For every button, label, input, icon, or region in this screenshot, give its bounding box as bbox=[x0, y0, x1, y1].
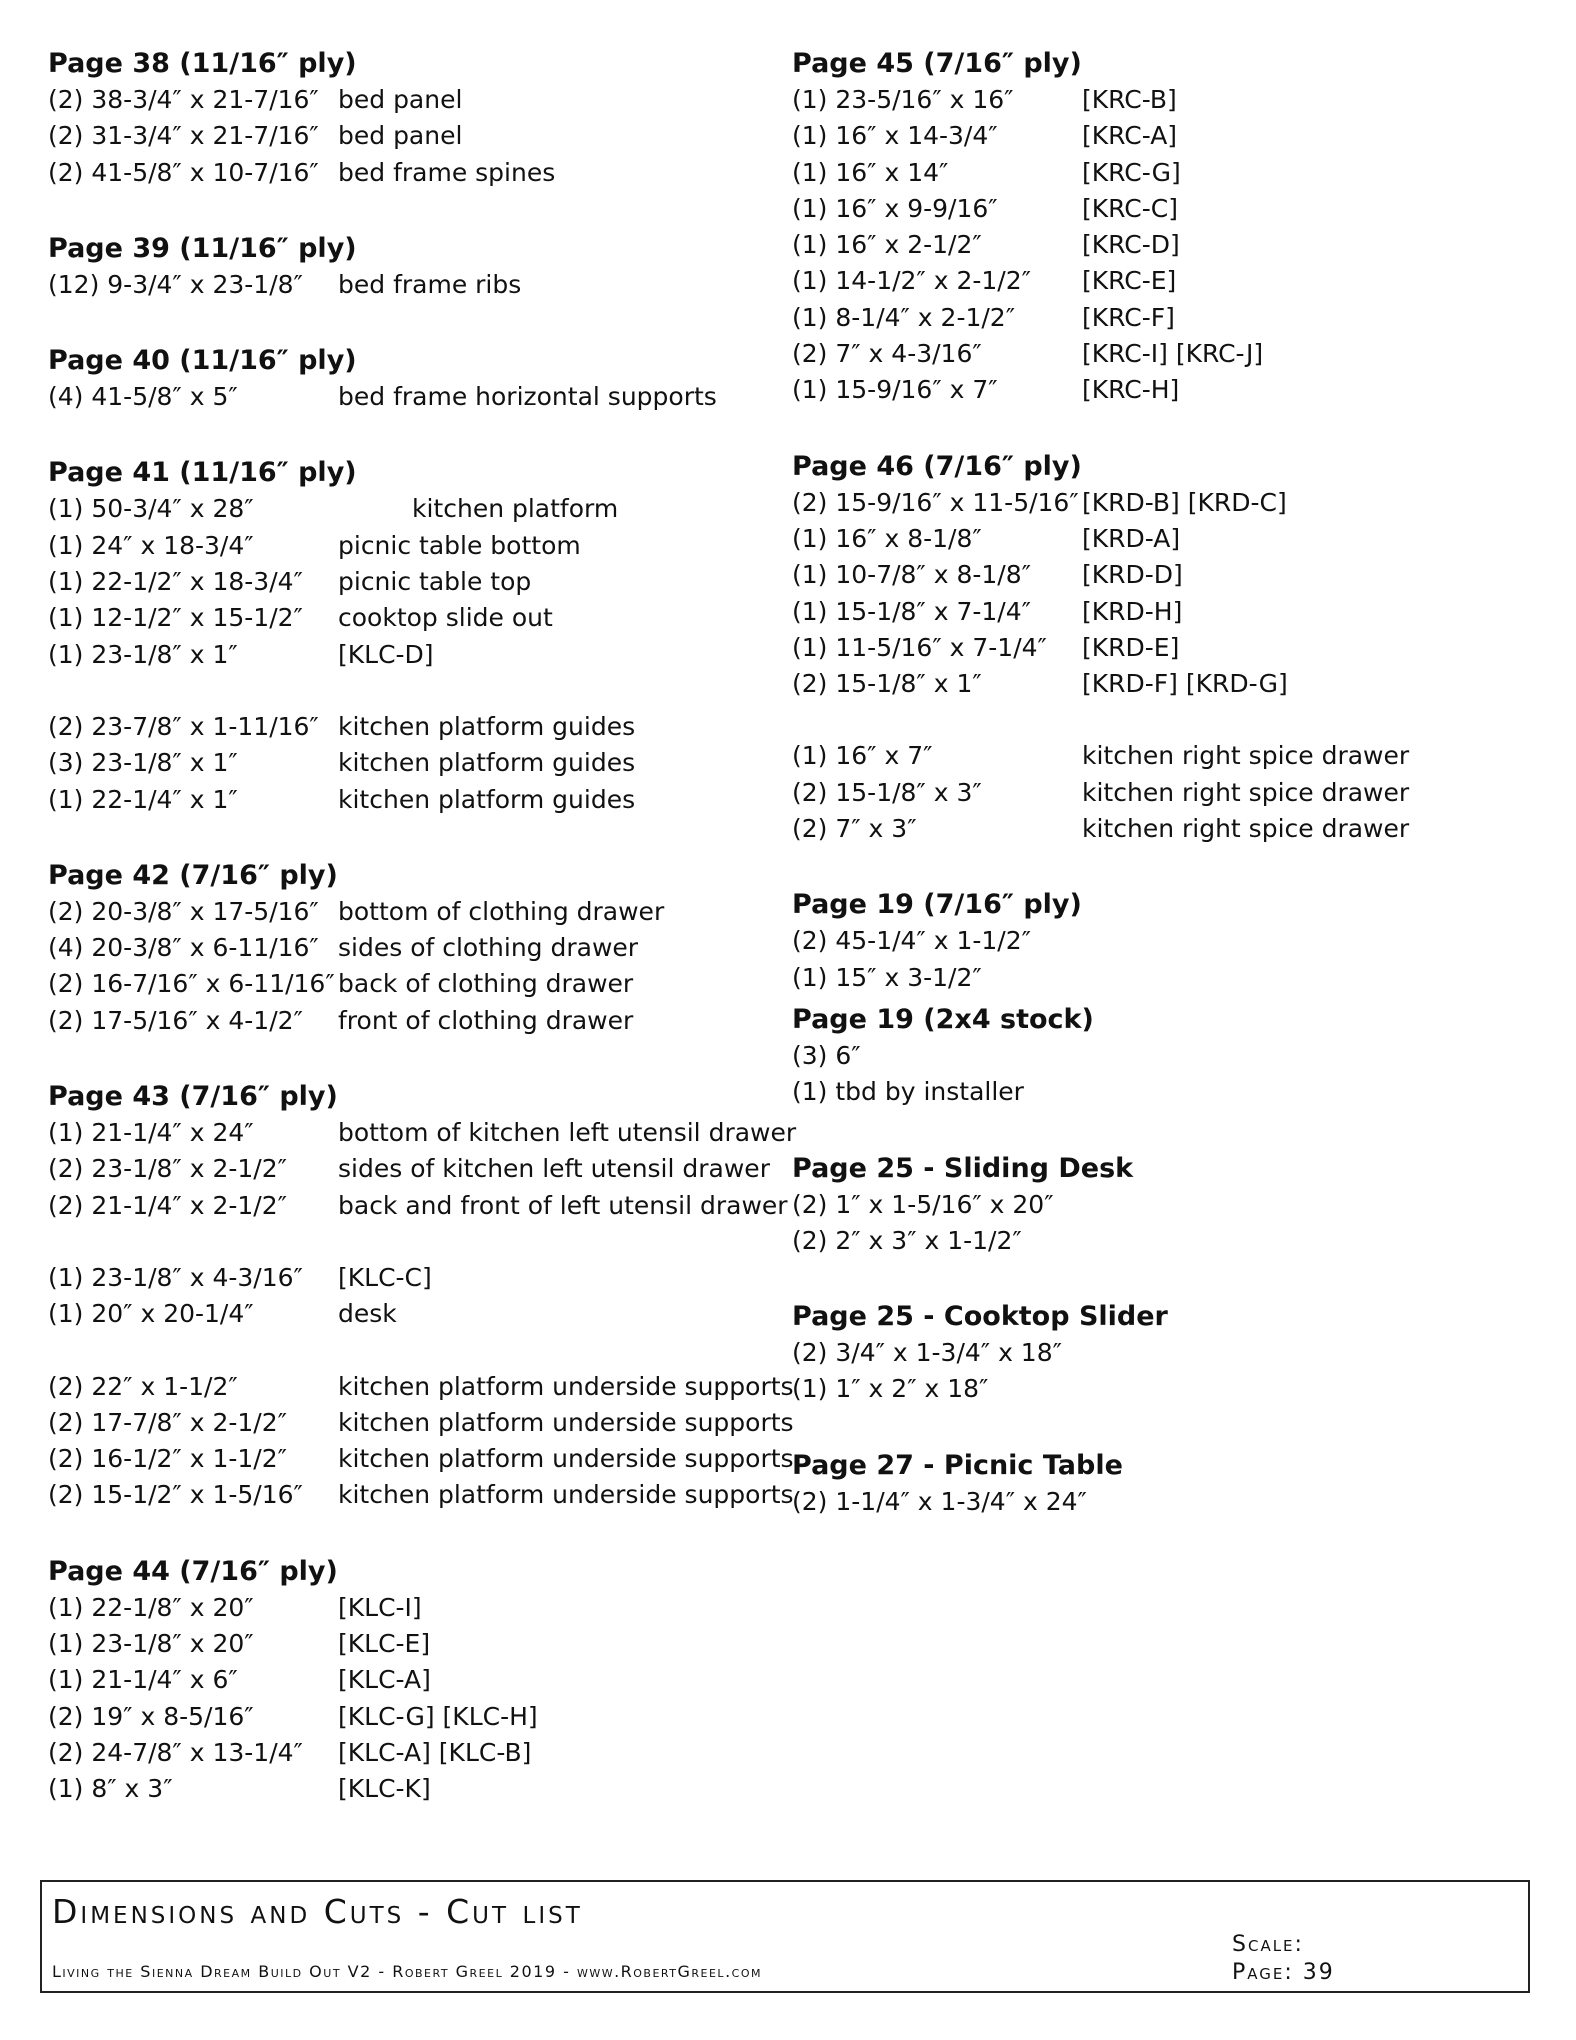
cut-row bbox=[48, 267, 788, 303]
cut-description: bottom of clothing drawer bbox=[338, 896, 665, 926]
cut-row bbox=[48, 637, 788, 673]
cut-row bbox=[792, 336, 1532, 372]
cut-row bbox=[48, 528, 788, 564]
cut-description: [KRC-G] bbox=[1082, 157, 1181, 187]
cut-description: [KLC-I] bbox=[338, 1592, 422, 1622]
cut-row bbox=[48, 1188, 788, 1224]
cut-row bbox=[48, 1003, 788, 1039]
cut-description: [KRC-F] bbox=[1082, 302, 1175, 332]
cut-description: [KLC-K] bbox=[338, 1774, 431, 1804]
cut-dimensions: (1) 16″ x 14-3/4″ bbox=[792, 121, 998, 151]
cut-description: bed frame spines bbox=[338, 157, 556, 187]
title-block bbox=[40, 1880, 1530, 1993]
cut-dimensions: (2) 15-9/16″ x 11-5/16″ bbox=[792, 487, 1079, 517]
group-spacer bbox=[48, 1224, 788, 1260]
cut-row bbox=[48, 491, 788, 527]
group-spacer bbox=[792, 702, 1532, 738]
cut-row bbox=[792, 557, 1532, 593]
cut-row bbox=[48, 600, 788, 636]
cut-section bbox=[48, 231, 788, 303]
cut-dimensions: (2) 19″ x 8-5/16″ bbox=[48, 1701, 254, 1731]
section-spacer bbox=[48, 415, 788, 455]
cut-row bbox=[792, 1223, 1532, 1259]
cut-description: picnic table top bbox=[338, 567, 532, 597]
cut-row bbox=[48, 1441, 794, 1477]
cut-description: desk bbox=[338, 1299, 397, 1329]
cut-row bbox=[48, 894, 788, 930]
cut-description: bed panel bbox=[338, 121, 463, 151]
cut-row bbox=[48, 709, 788, 745]
section-heading: Page 25 - Cooktop Slider bbox=[792, 1301, 1168, 1333]
section-spacer bbox=[48, 818, 788, 858]
cut-dimensions: (2) 31-3/4″ x 21-7/16″ bbox=[48, 121, 319, 151]
cut-row bbox=[48, 1662, 788, 1698]
cut-description: kitchen platform bbox=[412, 494, 619, 524]
cut-row bbox=[48, 1115, 797, 1151]
cut-dimensions: (1) 8″ x 3″ bbox=[48, 1774, 173, 1804]
cut-dimensions: (1) 24″ x 18-3/4″ bbox=[48, 530, 254, 560]
cut-dimensions: (1) 21-1/4″ x 24″ bbox=[48, 1118, 254, 1148]
cut-dimensions: (2) 15-1/8″ x 3″ bbox=[792, 777, 982, 807]
cut-row bbox=[48, 379, 788, 415]
cut-row bbox=[792, 82, 1532, 118]
cut-row bbox=[48, 1626, 788, 1662]
cut-section bbox=[792, 449, 1532, 848]
section-spacer bbox=[48, 1039, 788, 1079]
section-heading: Page 43 (7/16″ ply) bbox=[48, 1081, 338, 1113]
cut-section bbox=[792, 1299, 1532, 1408]
cut-dimensions: (2) 23-7/8″ x 1-11/16″ bbox=[48, 711, 319, 741]
cut-dimensions: (2) 41-5/8″ x 10-7/16″ bbox=[48, 157, 319, 187]
right-column bbox=[792, 46, 1532, 1520]
cut-dimensions: (2) 1″ x 1-5/16″ x 20″ bbox=[792, 1189, 1054, 1219]
section-heading: Page 40 (11/16″ ply) bbox=[48, 345, 357, 377]
cut-row bbox=[792, 191, 1532, 227]
section-spacer bbox=[792, 1259, 1532, 1299]
cut-row bbox=[48, 1735, 788, 1771]
section-heading: Page 25 - Sliding Desk bbox=[792, 1152, 1134, 1184]
cut-description: bed frame ribs bbox=[338, 269, 522, 299]
cut-row bbox=[792, 227, 1532, 263]
cut-row bbox=[48, 1590, 788, 1626]
cut-description: [KRD-D] bbox=[1082, 560, 1183, 590]
section-heading: Page 41 (11/16″ ply) bbox=[48, 457, 357, 489]
cut-dimensions: (1) 22-1/2″ x 18-3/4″ bbox=[48, 567, 303, 597]
cut-dimensions: (12) 9-3/4″ x 23-1/8″ bbox=[48, 269, 303, 299]
cut-row bbox=[48, 155, 788, 191]
cut-dimensions: (2) 17-7/8″ x 2-1/2″ bbox=[48, 1407, 287, 1437]
cut-description: picnic table bottom bbox=[338, 530, 581, 560]
cut-description: kitchen platform underside supports bbox=[338, 1407, 794, 1437]
footer-credit-line: Living the Sienna Dream Build Out V2 - Robert Greel 2019 - www.RobertGreel.com bbox=[52, 1962, 762, 1981]
cut-description: back of clothing drawer bbox=[338, 969, 634, 999]
cut-description: [KRD-B] [KRD-C] bbox=[1082, 487, 1287, 517]
cut-dimensions: (1) 23-1/8″ x 4-3/16″ bbox=[48, 1262, 303, 1292]
cut-row bbox=[48, 1369, 794, 1405]
section-heading: Page 19 (2x4 stock) bbox=[792, 1003, 1094, 1035]
cut-description: [KLC-A] [KLC-B] bbox=[338, 1737, 532, 1767]
section-spacer bbox=[792, 847, 1532, 887]
cut-description: kitchen platform underside supports bbox=[338, 1480, 794, 1510]
cut-row bbox=[792, 521, 1532, 557]
cut-row bbox=[792, 300, 1532, 336]
cut-dimensions: (2) 38-3/4″ x 21-7/16″ bbox=[48, 85, 319, 114]
cut-section bbox=[792, 1151, 1532, 1260]
cut-dimensions: (2) 3/4″ x 1-3/4″ x 18″ bbox=[792, 1338, 1062, 1368]
cut-row bbox=[792, 594, 1532, 630]
cut-dimensions: (3) 23-1/8″ x 1″ bbox=[48, 748, 238, 778]
cut-row bbox=[48, 1296, 788, 1332]
cut-description: [KRC-D] bbox=[1082, 230, 1180, 260]
cut-dimensions: (1) 16″ x 14″ bbox=[792, 157, 949, 187]
cut-description: [KRC-B] bbox=[1082, 85, 1177, 114]
cut-row bbox=[792, 738, 1532, 774]
cut-description: [KRD-A] bbox=[1082, 523, 1181, 553]
cut-row bbox=[792, 155, 1532, 191]
cut-section bbox=[792, 1002, 1532, 1111]
cut-description: bed panel bbox=[338, 85, 463, 114]
cut-dimensions: (3) 6″ bbox=[792, 1040, 861, 1070]
section-spacer bbox=[48, 303, 788, 343]
cut-section bbox=[48, 858, 788, 1039]
cut-row bbox=[48, 1771, 788, 1807]
cut-row bbox=[48, 564, 788, 600]
cut-dimensions: (1) 22-1/8″ x 20″ bbox=[48, 1592, 254, 1622]
cut-row bbox=[48, 1405, 794, 1441]
cut-section bbox=[792, 46, 1532, 409]
cut-row bbox=[792, 960, 1532, 996]
group-spacer bbox=[48, 1333, 788, 1369]
section-spacer bbox=[48, 1514, 788, 1554]
cut-row bbox=[792, 1371, 1532, 1407]
cut-dimensions: (2) 7″ x 3″ bbox=[792, 814, 917, 844]
cut-description: bed frame horizontal supports bbox=[338, 382, 717, 412]
cut-row bbox=[792, 775, 1532, 811]
cut-dimensions: (2) 22″ x 1-1/2″ bbox=[48, 1371, 238, 1401]
cut-description: front of clothing drawer bbox=[338, 1005, 634, 1035]
cut-row bbox=[792, 372, 1532, 408]
cut-description: [KLC-D] bbox=[338, 639, 434, 669]
cut-description: cooktop slide out bbox=[338, 603, 553, 633]
section-heading: Page 19 (7/16″ ply) bbox=[792, 889, 1082, 921]
cut-description: [KRC-I] [KRC-J] bbox=[1082, 339, 1264, 369]
cut-row bbox=[48, 1151, 788, 1187]
cut-dimensions: (1) 15-9/16″ x 7″ bbox=[792, 375, 998, 405]
cut-dimensions: (1) 10-7/8″ x 8-1/8″ bbox=[792, 560, 1031, 590]
cut-section bbox=[48, 1554, 788, 1808]
cut-description: sides of kitchen left utensil drawer bbox=[338, 1154, 770, 1184]
cut-dimensions: (1) 16″ x 8-1/8″ bbox=[792, 523, 982, 553]
cut-description: kitchen platform underside supports bbox=[338, 1444, 794, 1474]
cut-dimensions: (2) 7″ x 4-3/16″ bbox=[792, 339, 982, 369]
cut-dimensions: (2) 21-1/4″ x 2-1/2″ bbox=[48, 1190, 287, 1220]
cut-row bbox=[792, 630, 1532, 666]
cut-row bbox=[792, 1484, 1532, 1520]
cut-dimensions: (1) 8-1/4″ x 2-1/2″ bbox=[792, 302, 1016, 332]
cut-row bbox=[48, 930, 788, 966]
cut-description: back and front of left utensil drawer bbox=[338, 1190, 788, 1220]
cut-dimensions: (1) 22-1/4″ x 1″ bbox=[48, 784, 238, 814]
group-spacer bbox=[48, 673, 788, 709]
cut-description: [KLC-E] bbox=[338, 1629, 431, 1659]
cut-description: kitchen platform underside supports bbox=[338, 1371, 794, 1401]
cut-row bbox=[792, 1038, 1532, 1074]
cut-row bbox=[792, 1187, 1532, 1223]
cut-description: kitchen right spice drawer bbox=[1082, 777, 1410, 807]
cut-description: kitchen right spice drawer bbox=[1082, 814, 1410, 844]
cut-row bbox=[792, 1074, 1532, 1110]
cut-row bbox=[48, 782, 788, 818]
cut-row bbox=[48, 1699, 788, 1735]
cut-row bbox=[48, 118, 788, 154]
cut-dimensions: (1) 16″ x 7″ bbox=[792, 741, 933, 771]
cut-dimensions: (2) 17-5/16″ x 4-1/2″ bbox=[48, 1005, 303, 1035]
page-number-label: Page: 39 bbox=[1232, 1960, 1335, 1985]
cut-section bbox=[48, 343, 788, 415]
cut-dimensions: (2) 1-1/4″ x 1-3/4″ x 24″ bbox=[792, 1486, 1087, 1516]
cut-description: kitchen platform guides bbox=[338, 711, 636, 741]
cut-section bbox=[48, 46, 788, 191]
cut-description: sides of clothing drawer bbox=[338, 933, 639, 963]
left-column bbox=[48, 46, 797, 1808]
cut-dimensions: (1) 23-1/8″ x 20″ bbox=[48, 1629, 254, 1659]
cut-description: bottom of kitchen left utensil drawer bbox=[338, 1118, 797, 1148]
section-heading: Page 45 (7/16″ ply) bbox=[792, 48, 1082, 79]
cut-description: [KRD-H] bbox=[1082, 596, 1183, 626]
scale-label: Scale: bbox=[1232, 1932, 1304, 1957]
cut-section bbox=[48, 1079, 797, 1514]
cut-description: [KLC-A] bbox=[338, 1665, 431, 1695]
cut-description: [KRD-E] bbox=[1082, 632, 1180, 662]
cut-dimensions: (1) 15-1/8″ x 7-1/4″ bbox=[792, 596, 1031, 626]
cut-description: [KRD-F] [KRD-G] bbox=[1082, 669, 1288, 699]
cut-dimensions: (1) 1″ x 2″ x 18″ bbox=[792, 1374, 989, 1404]
cut-row bbox=[792, 485, 1532, 521]
section-spacer bbox=[792, 1408, 1532, 1448]
document-title: Dimensions and Cuts - Cut list bbox=[52, 1892, 583, 1931]
section-spacer bbox=[48, 191, 788, 231]
cut-dimensions: (2) 20-3/8″ x 17-5/16″ bbox=[48, 896, 319, 926]
cut-row bbox=[48, 745, 788, 781]
cut-section bbox=[792, 1448, 1532, 1520]
section-heading: Page 46 (7/16″ ply) bbox=[792, 450, 1082, 482]
cut-dimensions: (1) 23-1/8″ x 1″ bbox=[48, 639, 238, 669]
cut-description: kitchen platform guides bbox=[338, 748, 636, 778]
section-spacer bbox=[792, 1111, 1532, 1151]
cut-dimensions: (1) 14-1/2″ x 2-1/2″ bbox=[792, 266, 1031, 296]
cut-row bbox=[792, 118, 1532, 154]
cut-description: kitchen platform guides bbox=[338, 784, 636, 814]
cut-description: [KLC-G] [KLC-H] bbox=[338, 1701, 538, 1731]
cut-row bbox=[48, 966, 788, 1002]
cut-description: [KRC-H] bbox=[1082, 375, 1180, 405]
cut-section bbox=[792, 887, 1532, 996]
cut-dimensions: (1) 15″ x 3-1/2″ bbox=[792, 962, 982, 992]
cut-row bbox=[48, 1260, 788, 1296]
cut-row bbox=[792, 1335, 1532, 1371]
cut-dimensions: (1) 12-1/2″ x 15-1/2″ bbox=[48, 603, 303, 633]
cut-dimensions: (2) 24-7/8″ x 13-1/4″ bbox=[48, 1737, 303, 1767]
cut-description: [KRC-C] bbox=[1082, 193, 1178, 223]
cut-dimensions: (4) 41-5/8″ x 5″ bbox=[48, 382, 238, 412]
cut-description: [KLC-C] bbox=[338, 1262, 432, 1292]
cut-dimensions: (1) 23-5/16″ x 16″ bbox=[792, 85, 1014, 114]
cut-dimensions: (1) 21-1/4″ x 6″ bbox=[48, 1665, 238, 1695]
cut-description: kitchen right spice drawer bbox=[1082, 741, 1410, 771]
cut-description: [KRC-E] bbox=[1082, 266, 1177, 296]
cut-dimensions: (1) 11-5/16″ x 7-1/4″ bbox=[792, 632, 1047, 662]
cut-description: [KRC-A] bbox=[1082, 121, 1178, 151]
cut-dimensions: (2) 45-1/4″ x 1-1/2″ bbox=[792, 926, 1031, 956]
cut-dimensions: (1) 16″ x 2-1/2″ bbox=[792, 230, 982, 260]
cut-dimensions: (2) 23-1/8″ x 2-1/2″ bbox=[48, 1154, 287, 1184]
cut-dimensions: (2) 15-1/8″ x 1″ bbox=[792, 669, 982, 699]
cut-row bbox=[792, 263, 1532, 299]
cut-dimensions: (2) 2″ x 3″ x 1-1/2″ bbox=[792, 1225, 1022, 1255]
cut-dimensions: (2) 16-7/16″ x 6-11/16″ bbox=[48, 969, 335, 999]
section-heading: Page 27 - Picnic Table bbox=[792, 1449, 1123, 1481]
section-heading: Page 38 (11/16″ ply) bbox=[48, 48, 357, 79]
cut-dimensions: (1) 20″ x 20-1/4″ bbox=[48, 1299, 254, 1329]
cut-dimensions: (4) 20-3/8″ x 6-11/16″ bbox=[48, 933, 319, 963]
cut-row bbox=[48, 1477, 794, 1513]
section-spacer bbox=[792, 409, 1532, 449]
cut-dimensions: (1) 16″ x 9-9/16″ bbox=[792, 193, 998, 223]
section-heading: Page 39 (11/16″ ply) bbox=[48, 232, 357, 264]
cut-dimensions: (2) 15-1/2″ x 1-5/16″ bbox=[48, 1480, 303, 1510]
cut-dimensions: (2) 16-1/2″ x 1-1/2″ bbox=[48, 1444, 287, 1474]
cut-row bbox=[792, 666, 1532, 702]
cut-row bbox=[792, 923, 1532, 959]
cut-dimensions: (1) tbd by installer bbox=[792, 1077, 1024, 1107]
cut-row bbox=[792, 811, 1532, 847]
cut-dimensions: (1) 50-3/4″ x 28″ bbox=[48, 494, 254, 524]
cut-section bbox=[48, 455, 788, 817]
section-heading: Page 42 (7/16″ ply) bbox=[48, 859, 338, 891]
section-heading: Page 44 (7/16″ ply) bbox=[48, 1555, 338, 1587]
cut-row bbox=[48, 82, 788, 118]
